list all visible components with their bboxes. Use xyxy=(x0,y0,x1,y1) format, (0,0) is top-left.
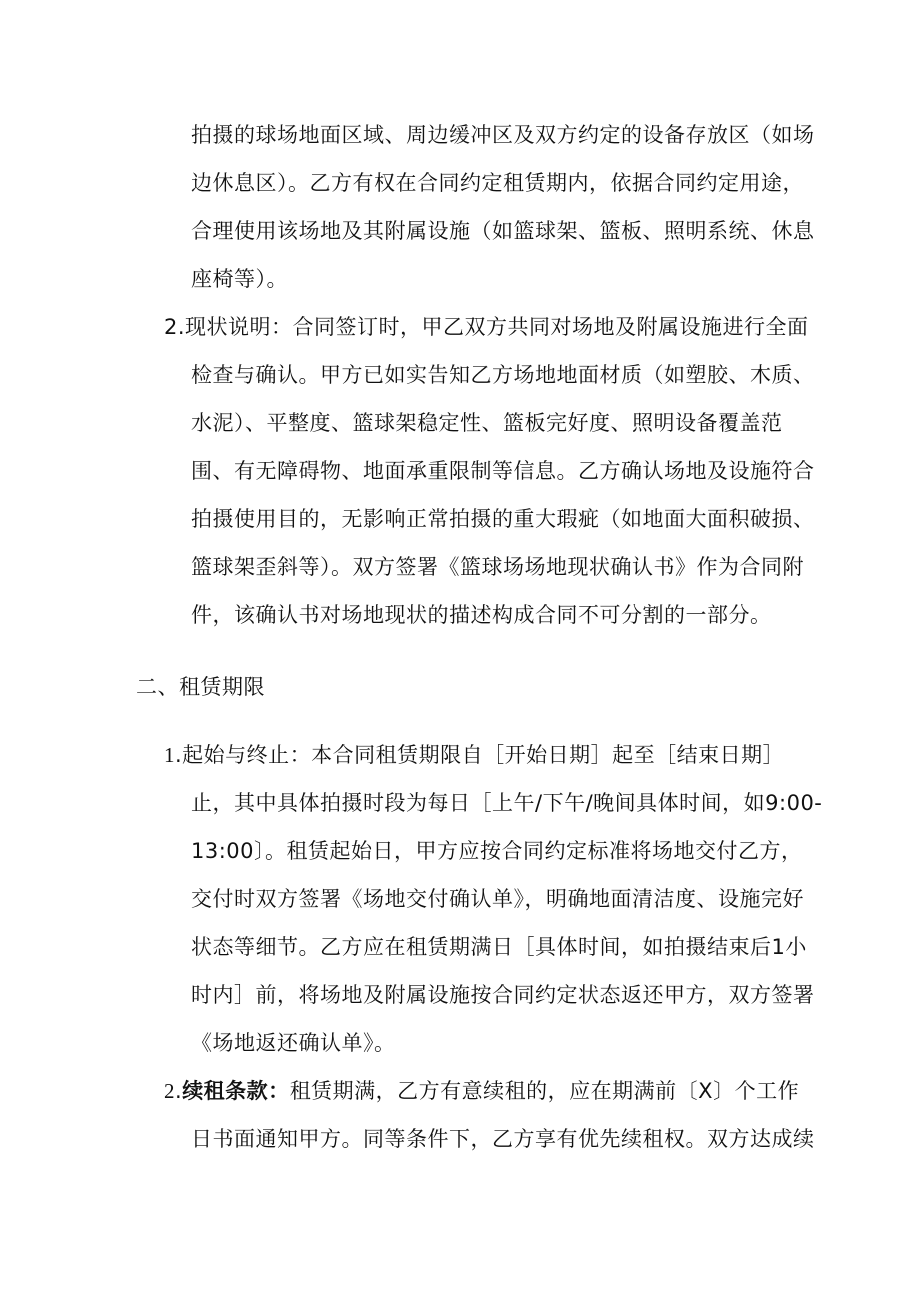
clause-label: 续租条款： xyxy=(182,1079,290,1103)
paragraph-line: 水泥）、平整度、篮球架稳定性、篮板完好度、照明设备覆盖范 xyxy=(191,411,783,435)
paragraph-line: 现状说明：合同签订时，甲乙双方共同对场地及附属设施进行全面 xyxy=(185,315,809,339)
paragraph-line: 交付时双方签署《场地交付确认单》，明确地面清洁度、设施完好 xyxy=(191,887,804,911)
list-item-renewal xyxy=(164,1077,799,1105)
paragraph-line: 围、有无障碍物、地面承重限制等信息。乙方确认场地及设施符合 xyxy=(191,459,815,483)
paragraph-line: 租赁期满，乙方有意续租的，应在期满前〔X〕个工作 xyxy=(289,1079,800,1103)
list-number: 2 xyxy=(164,1079,175,1103)
paragraph-line: 篮球架歪斜等）。双方签署《篮球场场地现状确认书》作为合同附 xyxy=(191,555,804,579)
paragraph-line: 座椅等）。 xyxy=(191,267,288,291)
paragraph-line: 拍摄使用目的，无影响正常拍摄的重大瑕疵（如地面大面积破损、 xyxy=(191,507,815,531)
paragraph-line: 《场地返还确认单》。 xyxy=(191,1031,396,1055)
paragraph-line: 合理使用该场地及其附属设施（如篮球架、篮板、照明系统、休息 xyxy=(191,219,815,243)
list-number: 1 xyxy=(164,743,175,767)
list-item-term xyxy=(164,741,784,769)
list-number: 2. xyxy=(164,315,186,339)
paragraph-line: 检查与确认。甲方已如实告知乙方场地地面材质（如塑胶、木质、 xyxy=(191,363,815,387)
paragraph-line: 状态等细节。乙方应在租赁期满日［具体时间，如拍摄结束后1小 xyxy=(191,935,807,959)
paragraph-line: 13:00〕。租赁起始日，甲方应按合同约定标准将场地交付乙方， xyxy=(191,839,803,863)
paragraph-line: 拍摄的球场地面区域、周边缓冲区及双方约定的设备存放区（如场 xyxy=(191,123,815,147)
paragraph-line: 件，该确认书对场地现状的描述构成合同不可分割的一部分。 xyxy=(191,603,772,627)
section-heading: 二、租赁期限 xyxy=(136,675,265,699)
paragraph-line: 时内］前，将场地及附属设施按合同约定状态返还甲方，双方签署 xyxy=(191,983,815,1007)
paragraph-line: 日书面通知甲方。同等条件下，乙方享有优先续租权。双方达成续 xyxy=(191,1127,815,1151)
list-number-dot: . xyxy=(175,1079,183,1103)
list-item-status xyxy=(164,313,809,341)
paragraph-line: 止，其中具体拍摄时段为每日［上午/下午/晚间具体时间，如9:00- xyxy=(191,791,823,815)
paragraph-line: 边休息区）。乙方有权在合同约定租赁期内，依据合同约定用途， xyxy=(191,171,804,195)
paragraph-line: .起始与终止：本合同租赁期限自［开始日期］起至［结束日期］ xyxy=(175,743,785,767)
